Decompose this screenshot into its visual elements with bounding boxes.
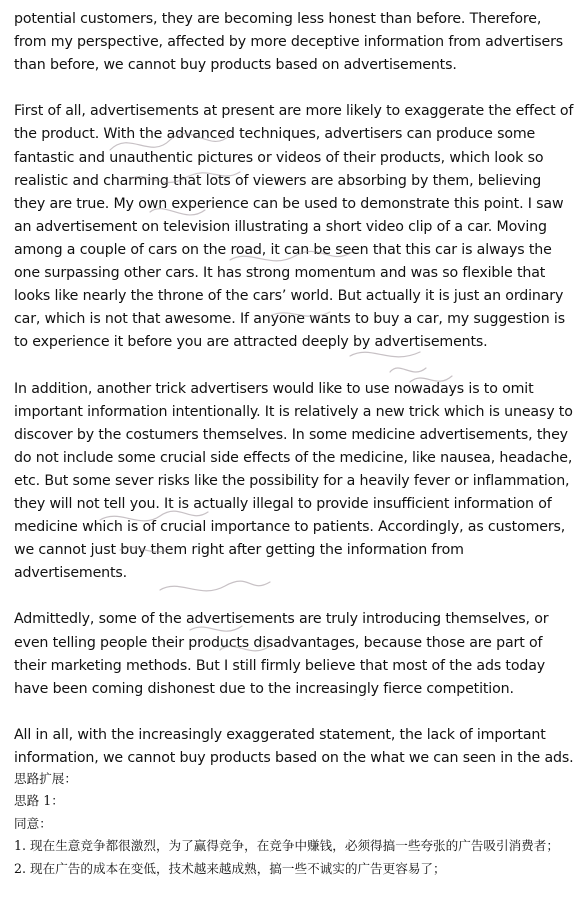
essay-paragraph-exaggeration: First of all, advertisements at present are more likely to exaggerate the effect of the product. With the advanced techniques, advertisers can produce some fantastic and unauthentic pictures or videos of their products, which look so realistic and charming that lots of viewers are absorbing by them, believing they are true. My own experience can be used to demonstrate this point. I saw an advertisement on television illustrating a short video clip of a car. Moving among a couple of cars on the road, it can be seen that this car is always the one surpassing other cars. It has strong momentum and was so flexible that looks like nearly the throne of the cars’ world. But actually it is just an ordinary car, which is not that awesome. If anyone wants to buy a car, my suggestion is to experience it before you are attracted deeply by advertisements. [14, 103, 574, 351]
notes-point-1: 1. 现在生意竞争都很激烈，为了赢得竞争，在竞争中赚钱，必须得搞一些夸张的广告吸引消费者； [14, 838, 559, 854]
notes-agree-label: 同意： [14, 815, 52, 831]
essay-paragraph-conclusion: All in all, with the increasingly exaggerated statement, the lack of important information, we cannot buy products based on the what we can seen in the ads. [14, 726, 574, 766]
notes-heading: 思路扩展： [14, 771, 77, 786]
essay-body [14, 8, 574, 793]
idea-notes [14, 768, 579, 880]
essay-paragraph-intro-tail: potential customers, they are becoming less honest than before. Therefore, from my perspective, affected by more deceptive information from advertisers than before, we cannot buy products based on advertisements. [14, 11, 564, 74]
essay-paragraph-concession: Admittedly, some of the advertisements are truly introducing themselves, or even telling people their products disadvantages, because those are part of their marketing methods. But I still firmly believe that most of the ads today have been coming dishonest due to the increasingly fierce competition. [14, 611, 549, 697]
notes-point-2: 2. 现在广告的成本在变低，技术越来越成熟，搞一些不诚实的广告更容易了； [14, 860, 446, 876]
notes-idea-label: 思路 1： [14, 793, 64, 809]
essay-paragraph-omission: In addition, another trick advertisers would like to use nowadays is to omit important information intentionally. It is relatively a new trick which is uneasy to discover by the costumers themselves. In some medicine advertisements, they do not include some crucial side effects of the medicine, like nausea, headache, etc. But some sever risks like the possibility for a heavily fever or inflammation, they will not tell you. It is actually illegal to provide insufficient information of medicine which is of crucial importance to patients. Accordingly, as customers, we cannot just buy them right after getting the information from advertisements. [14, 380, 573, 582]
